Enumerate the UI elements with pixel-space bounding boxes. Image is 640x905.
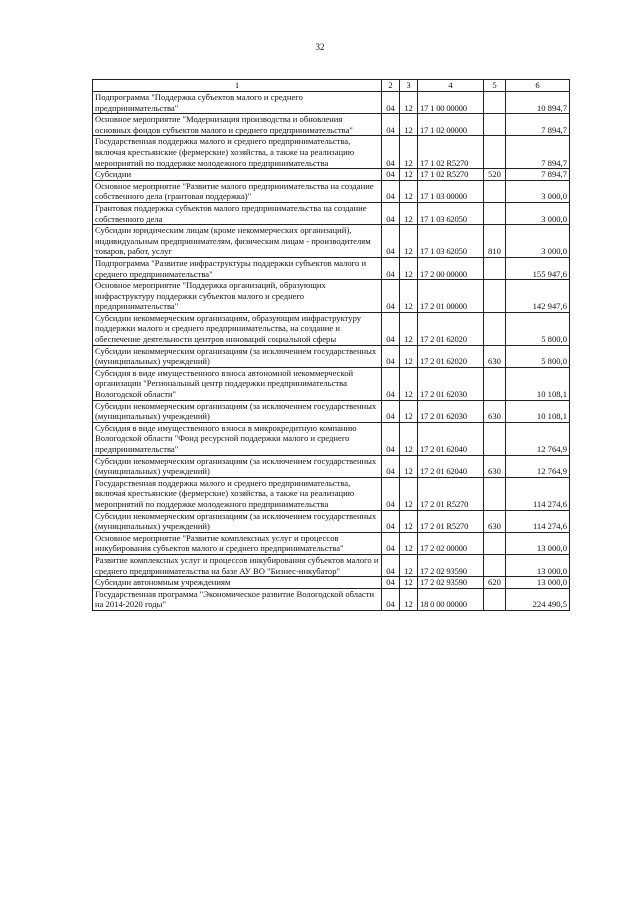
row-target-article-cell: 17 2 02 00000	[418, 532, 484, 554]
row-target-article-cell: 17 1 02 00000	[418, 114, 484, 136]
row-expense-type-cell: 630	[484, 510, 506, 532]
page-number: 32	[315, 42, 325, 52]
table-row	[93, 588, 570, 610]
row-expense-type-cell	[484, 588, 506, 610]
row-section-cell: 04	[382, 588, 400, 610]
row-subsection-cell: 12	[400, 312, 418, 345]
row-expense-type-cell	[484, 312, 506, 345]
row-expense-type-cell	[484, 422, 506, 455]
row-subsection-cell: 12	[400, 422, 418, 455]
row-section-cell: 04	[382, 202, 400, 224]
row-section-cell: 04	[382, 92, 400, 114]
row-subsection-cell: 12	[400, 532, 418, 554]
row-target-article-cell: 17 1 03 62050	[418, 225, 484, 258]
table-row	[93, 422, 570, 455]
row-name-cell: Субсидии юридическим лицам (кроме некоммерческих организаций), индивидуальным предпринимателям, физическим лицам - производителям товаров, работ, услуг	[93, 225, 382, 258]
row-amount-cell: 10 108,1	[506, 400, 570, 422]
row-amount-cell: 7 894,7	[506, 136, 570, 169]
row-name-cell: Государственная программа "Экономическое развитие Вологодской области на 2014-2020 годы"	[93, 588, 382, 610]
table-row	[93, 225, 570, 258]
row-expense-type-cell	[484, 280, 506, 313]
row-section-cell: 04	[382, 312, 400, 345]
row-target-article-cell: 17 2 02 93590	[418, 554, 484, 576]
row-amount-cell: 114 274,6	[506, 510, 570, 532]
row-subsection-cell: 12	[400, 280, 418, 313]
row-amount-cell: 12 764,9	[506, 422, 570, 455]
row-name-cell: Субсидии некоммерческим организациям (за исключением государственных (муниципальных) учреждений)	[93, 345, 382, 367]
row-expense-type-cell: 630	[484, 345, 506, 367]
table-row	[93, 477, 570, 510]
table-row	[93, 257, 570, 279]
row-expense-type-cell	[484, 136, 506, 169]
row-target-article-cell: 17 2 01 R5270	[418, 477, 484, 510]
row-section-cell: 04	[382, 510, 400, 532]
row-expense-type-cell	[484, 477, 506, 510]
row-amount-cell: 5 800,0	[506, 345, 570, 367]
row-target-article-cell: 17 2 01 R5270	[418, 510, 484, 532]
row-expense-type-cell: 620	[484, 577, 506, 589]
row-subsection-cell: 12	[400, 455, 418, 477]
row-target-article-cell: 17 1 03 00000	[418, 180, 484, 202]
row-amount-cell: 3 000,0	[506, 225, 570, 258]
row-expense-type-cell	[484, 92, 506, 114]
header-col-6: 6	[506, 80, 570, 92]
row-expense-type-cell	[484, 257, 506, 279]
row-subsection-cell: 12	[400, 588, 418, 610]
row-expense-type-cell: 630	[484, 455, 506, 477]
row-section-cell: 04	[382, 257, 400, 279]
row-name-cell: Подпрограмма "Развитие инфраструктуры поддержки субъектов малого и среднего предпринимательства"	[93, 257, 382, 279]
row-target-article-cell: 17 2 01 62040	[418, 455, 484, 477]
table-row	[93, 92, 570, 114]
row-target-article-cell: 17 1 03 62050	[418, 202, 484, 224]
row-amount-cell: 224 490,5	[506, 588, 570, 610]
row-amount-cell: 12 764,9	[506, 455, 570, 477]
row-name-cell: Субсидии	[93, 169, 382, 181]
row-expense-type-cell	[484, 554, 506, 576]
row-name-cell: Субсидии некоммерческим организациям (за исключением государственных (муниципальных) учреждений)	[93, 510, 382, 532]
row-section-cell: 04	[382, 280, 400, 313]
row-name-cell: Основное мероприятие "Развитие комплексных услуг и процессов инкубирования субъектов малого и среднего предпринимательства"	[93, 532, 382, 554]
row-expense-type-cell	[484, 202, 506, 224]
row-name-cell: Субсидии некоммерческим организациям (за исключением государственных (муниципальных) учреждений)	[93, 400, 382, 422]
row-name-cell: Субсидия в виде имущественного взноса в микрокредитную компанию Вологодской области "Фонд ресурсной поддержки малого и среднего предпринимательства"	[93, 422, 382, 455]
table-row	[93, 180, 570, 202]
row-amount-cell: 10 894,7	[506, 92, 570, 114]
row-section-cell: 04	[382, 532, 400, 554]
table-row	[93, 367, 570, 400]
row-expense-type-cell	[484, 367, 506, 400]
row-subsection-cell: 12	[400, 510, 418, 532]
row-subsection-cell: 12	[400, 345, 418, 367]
row-subsection-cell: 12	[400, 477, 418, 510]
row-target-article-cell: 17 2 01 62040	[418, 422, 484, 455]
row-target-article-cell: 17 2 01 62030	[418, 367, 484, 400]
table-row	[93, 400, 570, 422]
header-col-4: 4	[418, 80, 484, 92]
row-expense-type-cell: 630	[484, 400, 506, 422]
row-subsection-cell: 12	[400, 554, 418, 576]
row-subsection-cell: 12	[400, 136, 418, 169]
row-target-article-cell: 17 2 01 62030	[418, 400, 484, 422]
row-subsection-cell: 12	[400, 367, 418, 400]
row-section-cell: 04	[382, 400, 400, 422]
row-name-cell: Субсидия в виде имущественного взноса автономной некоммерческой организации "Региональный центр поддержки предпринимательства Вологодской области"	[93, 367, 382, 400]
table-row	[93, 345, 570, 367]
row-expense-type-cell: 520	[484, 169, 506, 181]
table-row	[93, 169, 570, 181]
row-target-article-cell: 17 2 01 62020	[418, 312, 484, 345]
table-row	[93, 532, 570, 554]
row-name-cell: Государственная поддержка малого и среднего предпринимательства, включая крестьянские (фермерские) хозяйства, а также на реализацию мероприятий по поддержке молодежного предпринимательства	[93, 477, 382, 510]
row-subsection-cell: 12	[400, 202, 418, 224]
row-name-cell: Субсидии автономным учреждениям	[93, 577, 382, 589]
row-section-cell: 04	[382, 114, 400, 136]
row-section-cell: 04	[382, 136, 400, 169]
row-name-cell: Субсидии некоммерческим организациям (за исключением государственных (муниципальных) учреждений)	[93, 455, 382, 477]
row-name-cell: Основное мероприятие "Развитие малого предпринимательства на создание собственного дела (грантовая поддержка)"	[93, 180, 382, 202]
row-target-article-cell: 17 2 01 00000	[418, 280, 484, 313]
row-amount-cell: 5 800,0	[506, 312, 570, 345]
row-target-article-cell: 17 1 02 R5270	[418, 136, 484, 169]
row-name-cell: Грантовая поддержка субъектов малого предпринимательства на создание собственного дела	[93, 202, 382, 224]
row-amount-cell: 155 947,6	[506, 257, 570, 279]
row-target-article-cell: 17 1 02 R5270	[418, 169, 484, 181]
table-row	[93, 554, 570, 576]
table-header-row	[93, 80, 570, 92]
table-row	[93, 202, 570, 224]
table-row	[93, 312, 570, 345]
row-amount-cell: 7 894,7	[506, 169, 570, 181]
row-name-cell: Развитие комплексных услуг и процессов инкубирования субъектов малого и среднего предпринимательства на базе АУ ВО "Бизнес-инкубатор"	[93, 554, 382, 576]
row-name-cell: Субсидии некоммерческим организациям, образующим инфраструктуру поддержки малого и среднего предпринимательства, на создание и обеспечение деятельности центров инноваций социальной сферы	[93, 312, 382, 345]
row-expense-type-cell: 810	[484, 225, 506, 258]
table-row	[93, 577, 570, 589]
row-amount-cell: 7 894,7	[506, 114, 570, 136]
row-amount-cell: 13 000,0	[506, 532, 570, 554]
row-name-cell: Подпрограмма "Поддержка субъектов малого и среднего предпринимательства"	[93, 92, 382, 114]
row-section-cell: 04	[382, 455, 400, 477]
row-section-cell: 04	[382, 169, 400, 181]
row-target-article-cell: 18 0 00 00000	[418, 588, 484, 610]
header-col-1: 1	[93, 80, 382, 92]
row-subsection-cell: 12	[400, 257, 418, 279]
row-expense-type-cell	[484, 532, 506, 554]
budget-table	[92, 79, 570, 611]
row-subsection-cell: 12	[400, 114, 418, 136]
header-col-2: 2	[382, 80, 400, 92]
row-expense-type-cell	[484, 114, 506, 136]
header-col-5: 5	[484, 80, 506, 92]
table-row	[93, 114, 570, 136]
row-name-cell: Государственная поддержка малого и среднего предпринимательства, включая крестьянские (фермерские) хозяйства, а также на реализацию мероприятий по поддержке молодежного предпринимательства	[93, 136, 382, 169]
row-target-article-cell: 17 2 00 00000	[418, 257, 484, 279]
row-subsection-cell: 12	[400, 400, 418, 422]
row-section-cell: 04	[382, 422, 400, 455]
row-expense-type-cell	[484, 180, 506, 202]
row-amount-cell: 10 108,1	[506, 367, 570, 400]
row-target-article-cell: 17 2 01 62020	[418, 345, 484, 367]
row-subsection-cell: 12	[400, 225, 418, 258]
table-row	[93, 136, 570, 169]
row-target-article-cell: 17 1 00 00000	[418, 92, 484, 114]
row-name-cell: Основное мероприятие "Поддержка организаций, образующих инфраструктуру поддержки субъектов малого и среднего предпринимательства"	[93, 280, 382, 313]
row-subsection-cell: 12	[400, 92, 418, 114]
row-amount-cell: 142 947,6	[506, 280, 570, 313]
row-subsection-cell: 12	[400, 180, 418, 202]
table-row	[93, 455, 570, 477]
row-amount-cell: 13 000,0	[506, 554, 570, 576]
table-row	[93, 510, 570, 532]
row-subsection-cell: 12	[400, 577, 418, 589]
row-amount-cell: 114 274,6	[506, 477, 570, 510]
row-section-cell: 04	[382, 367, 400, 400]
row-target-article-cell: 17 2 02 93590	[418, 577, 484, 589]
row-amount-cell: 13 000,0	[506, 577, 570, 589]
row-amount-cell: 3 000,0	[506, 202, 570, 224]
row-name-cell: Основное мероприятие "Модернизация производства и обновления основных фондов субъектов малого и среднего предпринимательства"	[93, 114, 382, 136]
row-section-cell: 04	[382, 477, 400, 510]
row-section-cell: 04	[382, 345, 400, 367]
row-amount-cell: 3 000,0	[506, 180, 570, 202]
row-section-cell: 04	[382, 577, 400, 589]
header-col-3: 3	[400, 80, 418, 92]
table-row	[93, 280, 570, 313]
row-section-cell: 04	[382, 554, 400, 576]
row-section-cell: 04	[382, 180, 400, 202]
row-section-cell: 04	[382, 225, 400, 258]
row-subsection-cell: 12	[400, 169, 418, 181]
